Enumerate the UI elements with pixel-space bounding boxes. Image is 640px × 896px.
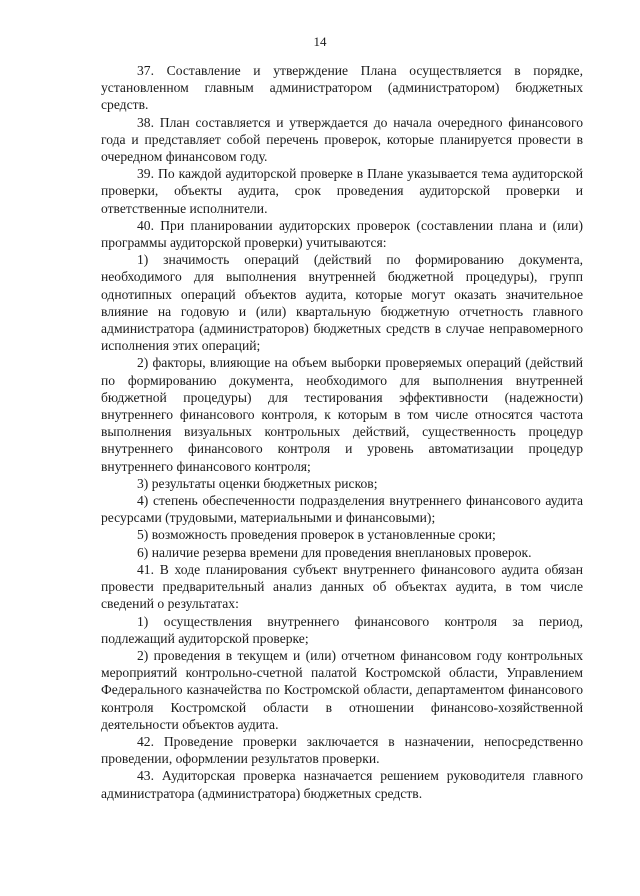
paragraph-39: 39. По каждой аудиторской проверке в Плане указывается тема аудиторской проверки, объекты аудита, срок проведения аудиторской проверки и ответственные исполнители. (101, 166, 583, 216)
document-body (101, 62, 583, 802)
paragraph-37: 37. Составление и утверждение Плана осуществляется в порядке, установленном главным администратором (администратором) бюджетных средств. (101, 63, 583, 113)
paragraph-40-item-5: 5) возможность проведения проверок в установленные сроки; (137, 527, 496, 543)
paragraph-40-item-2: 2) факторы, влияющие на объем выборки проверяемых операций (действий по формированию документа, необходимого для выполнения внутренней бюджетной процедуры) для тестирования эффективности (надежности) внутреннего финансового контроля, к которым в том числе относятся частота выполнения визуальных контрольных действий, существенность процедур внутреннего финансового контроля и уровень автоматизации процедур внутреннего финансового контроля; (101, 355, 583, 474)
paragraph-40: 40. При планировании аудиторских проверок (составлении плана и (или) программы аудиторской проверки) учитываются: (101, 217, 583, 251)
paragraph-38: 38. План составляется и утверждается до начала очередного финансового года и представляет собой перечень проверок, которые планируется провести в очередном финансовом году. (101, 114, 583, 165)
paragraph-41-item-1: 1) осуществления внутреннего финансового контроля за период, подлежащий аудиторской проверке; (101, 613, 583, 646)
page-number: 14 (313, 34, 327, 49)
paragraph-41: 41. В ходе планирования субъект внутреннего финансового аудита обязан провести предварительный анализ данных об объектах аудита, в том числе сведений о результатах: (101, 561, 583, 612)
paragraph-41-item-2: 2) проведения в текущем и (или) отчетном финансовом году контрольных мероприятий контрольно-счетной палатой Костромской области, Управлением Федерального казначейства по Костромской области, департаментом финансового контроля Костромской области в отношении финансово-хозяйственной деятельности объектов аудита. (101, 647, 583, 732)
paragraph-40-item-4: 4) степень обеспеченности подразделения внутреннего финансового аудита ресурсами (трудовыми, материальными и финансовыми); (101, 493, 583, 526)
paragraph-40-item-1: 1) значимость операций (действий по формированию документа, необходимого для выполнения внутренней бюджетной процедуры), групп однотипных операций объектов аудита, которые могут оказать значительное влияние на годовую и (или) квартальную бюджетную отчетность главного администратора (администраторов) бюджетных средств в случае неправомерного исполнения этих операций; (101, 252, 583, 354)
paragraph-40-item-6: 6) наличие резерва времени для проведения внеплановых проверок. (137, 544, 532, 560)
paragraph-40-item-3: 3) результаты оценки бюджетных рисков; (137, 475, 378, 491)
paragraph-42: 42. Проведение проверки заключается в назначении, непосредственно проведении, оформлении результатов проверки. (101, 733, 583, 767)
paragraph-43: 43. Аудиторская проверка назначается решением руководителя главного администратора (администратора) бюджетных средств. (101, 768, 583, 801)
